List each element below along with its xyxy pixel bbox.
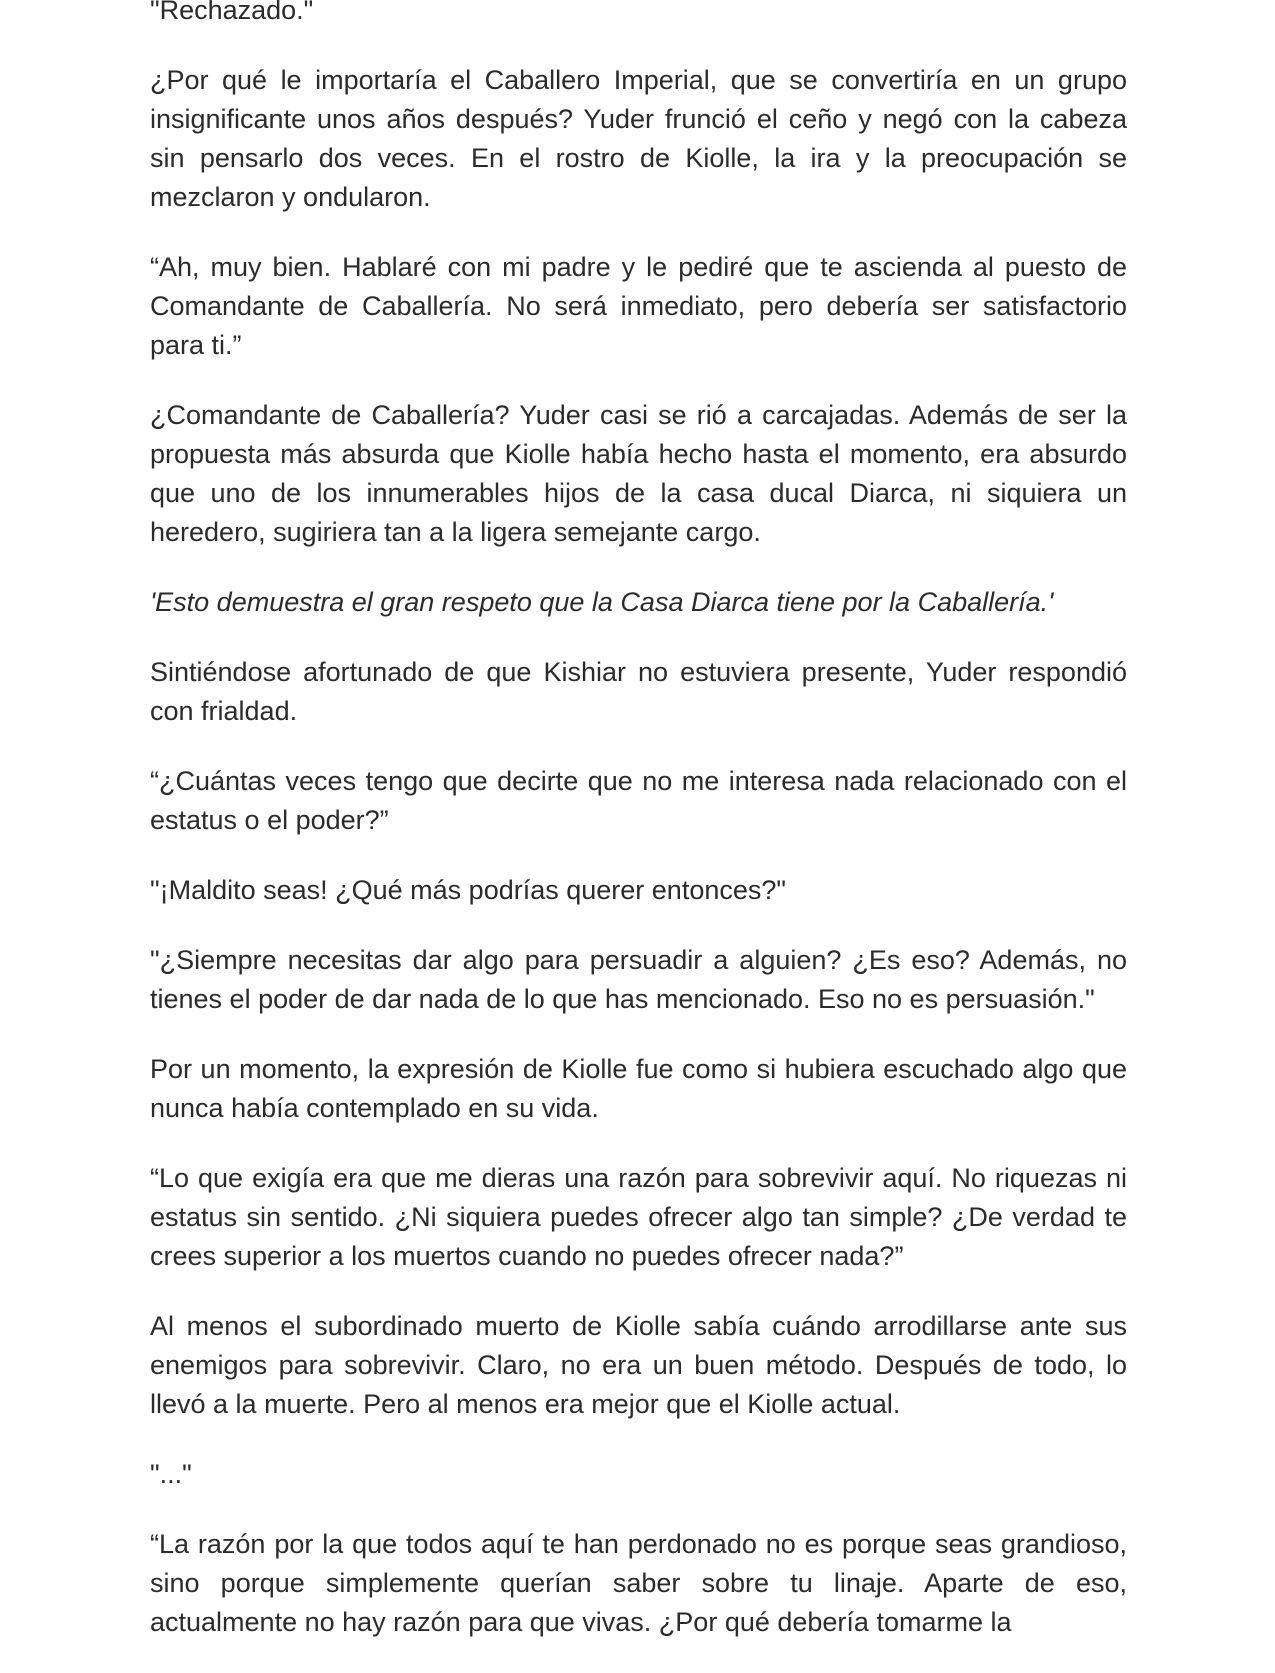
paragraph-7: “¿Cuántas veces tengo que decirte que no me interesa nada relacionado con el estatus o el poder?”: [150, 766, 1127, 835]
paragraph-4: ¿Comandante de Caballería? Yuder casi se rió a carcajadas. Además de ser la propuesta más absurda que Kiolle había hecho hasta el momento, era absurdo que uno de los innumerables hijos de la casa ducal Diarca, ni siquiera un heredero, sugiriera tan a la ligera semejante cargo.: [150, 400, 1127, 547]
paragraph-5-thought: 'Esto demuestra el gran respeto que la Casa Diarca tiene por la Caballería.': [150, 587, 1054, 617]
paragraph-14: “La razón por la que todos aquí te han perdonado no es porque seas grandioso, sino porque simplemente querían saber sobre tu linaje. Aparte de eso, actualmente no hay razón para que vivas. ¿Por qué debería tomarme la: [150, 1529, 1127, 1637]
document-page: [150, 0, 1127, 1673]
paragraph-2: ¿Por qué le importaría el Caballero Imperial, que se convertiría en un grupo insignificante unos años después? Yuder frunció el ceño y negó con la cabeza sin pensarlo dos veces. En el rostro de Kiolle, la ira y la preocupación se mezclaron y ondularon.: [150, 65, 1127, 212]
paragraph-11: “Lo que exigía era que me dieras una razón para sobrevivir aquí. No riquezas ni estatus sin sentido. ¿Ni siquiera puedes ofrecer algo tan simple? ¿De verdad te crees superior a los muertos cuando no puedes ofrecer nada?”: [150, 1163, 1127, 1271]
paragraph-8: "¡Maldito seas! ¿Qué más podrías querer entonces?": [150, 875, 786, 905]
paragraph-6: Sintiéndose afortunado de que Kishiar no estuviera presente, Yuder respondió con frialdad.: [150, 657, 1127, 726]
paragraph-12: Al menos el subordinado muerto de Kiolle sabía cuándo arrodillarse ante sus enemigos para sobrevivir. Claro, no era un buen método. Después de todo, lo llevó a la muerte. Pero al menos era mejor que el Kiolle actual.: [150, 1311, 1127, 1419]
paragraph-13: "...": [150, 1459, 192, 1489]
paragraph-1: "Rechazado.": [150, 0, 314, 25]
paragraph-9: "¿Siempre necesitas dar algo para persuadir a alguien? ¿Es eso? Además, no tienes el poder de dar nada de lo que has mencionado. Eso no es persuasión.": [150, 945, 1127, 1014]
paragraph-10: Por un momento, la expresión de Kiolle fue como si hubiera escuchado algo que nunca había contemplado en su vida.: [150, 1054, 1127, 1123]
paragraph-3: “Ah, muy bien. Hablaré con mi padre y le pediré que te ascienda al puesto de Comandante de Caballería. No será inmediato, pero debería ser satisfactorio para ti.”: [150, 252, 1127, 360]
